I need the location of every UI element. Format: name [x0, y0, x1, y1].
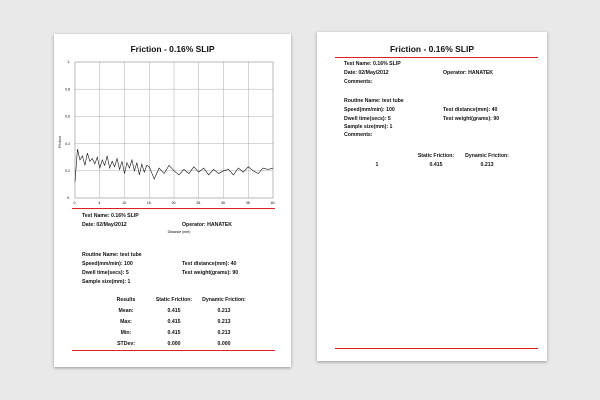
- dynamic-value: 0.213: [217, 330, 231, 336]
- y-axis-label: Friction: [58, 136, 62, 148]
- dwell-time: Dwell time(secs): 5: [344, 116, 391, 122]
- speed: Speed(mm/min): 100: [82, 261, 133, 267]
- static-value: 0.415: [167, 319, 181, 325]
- x-tick-label: 10.: [122, 201, 127, 205]
- x-tick-label: 20.: [171, 201, 177, 205]
- speed: Speed(mm/min): 100: [344, 107, 395, 113]
- y-tick-label: 0.: [67, 196, 70, 201]
- result-row-label: STDev:: [117, 341, 135, 347]
- static-friction-header: Static Friction:: [417, 153, 455, 159]
- test-weight: Test weight(grams): 90: [182, 270, 239, 276]
- dynamic-value: 0.213: [217, 319, 231, 325]
- test-name: Test Name: 0.16% SLIP: [344, 61, 401, 67]
- routine-name: Routine Name: test tube: [82, 252, 142, 258]
- static-value: 0.415: [429, 162, 443, 168]
- result-row-label: Max:: [120, 319, 132, 325]
- report-page-1: [54, 34, 291, 367]
- x-tick-label: 4.: [98, 201, 102, 205]
- footer-line: [335, 348, 538, 349]
- result-row-label: Mean:: [118, 308, 134, 314]
- test-distance: Test distance(mm): 40: [182, 261, 237, 267]
- report-page-2: [317, 32, 547, 361]
- static-friction-header: Static Friction:: [155, 297, 193, 303]
- result-row-label: Min:: [120, 330, 132, 336]
- dynamic-friction-header: Dynamic Friction:: [465, 153, 509, 159]
- footer-line: [72, 350, 275, 351]
- dynamic-friction-header: Dynamic Friction:: [202, 297, 246, 303]
- x-tick-label: 0.: [73, 201, 77, 205]
- page-title: Friction - 0.16% SLIP: [389, 44, 475, 54]
- y-tick-label: 0.8: [65, 87, 70, 92]
- x-tick-label: 15.: [146, 201, 152, 205]
- test-name: Test Name: 0.16% SLIP: [82, 213, 139, 219]
- row-index: 1: [375, 162, 379, 168]
- sample-size: Sample size(mm): 1: [82, 279, 131, 285]
- y-tick-label: 0.2: [65, 169, 70, 173]
- x-tick-label: 35.: [245, 201, 251, 205]
- static-value: 0.415: [167, 308, 181, 314]
- x-tick-label: 40.: [270, 201, 276, 205]
- header-line: [335, 57, 538, 58]
- operator: Operator: HANATEK: [443, 70, 494, 76]
- page-title: Friction - 0.16% SLIP: [130, 44, 215, 54]
- test-distance: Test distance(mm): 40: [443, 107, 498, 113]
- operator: Operator: HANATEK: [182, 222, 233, 228]
- y-tick-label: 0.4: [65, 141, 70, 146]
- sample-size: Sample size(mm): 1: [344, 124, 393, 130]
- test-date: Date: 02/May/2012: [82, 222, 127, 228]
- static-value: 0.415: [167, 330, 181, 336]
- dwell-time: Dwell time(secs): 5: [82, 270, 129, 276]
- divider-line: [72, 208, 275, 209]
- dynamic-value: 0.213: [217, 308, 231, 314]
- x-tick-label: 30.: [221, 201, 226, 205]
- routine-name: Routine Name: test tube: [344, 98, 404, 104]
- comments: Comments:: [344, 79, 373, 85]
- comments: Comments:: [344, 132, 373, 138]
- dynamic-value: 0.000: [217, 341, 231, 347]
- results-header: Results: [116, 297, 136, 303]
- x-tick-label: 25.: [196, 201, 202, 205]
- friction-chart: [54, 56, 291, 234]
- test-date: Date: 02/May/2012: [344, 70, 389, 76]
- dynamic-value: 0.213: [480, 162, 494, 168]
- x-axis-label: Distance (mm): [167, 230, 191, 234]
- y-tick-label: 0.6: [65, 114, 70, 119]
- y-tick-label: 1.: [67, 60, 70, 65]
- static-value: 0.000: [167, 341, 181, 347]
- test-weight: Test weight(grams): 90: [443, 116, 500, 122]
